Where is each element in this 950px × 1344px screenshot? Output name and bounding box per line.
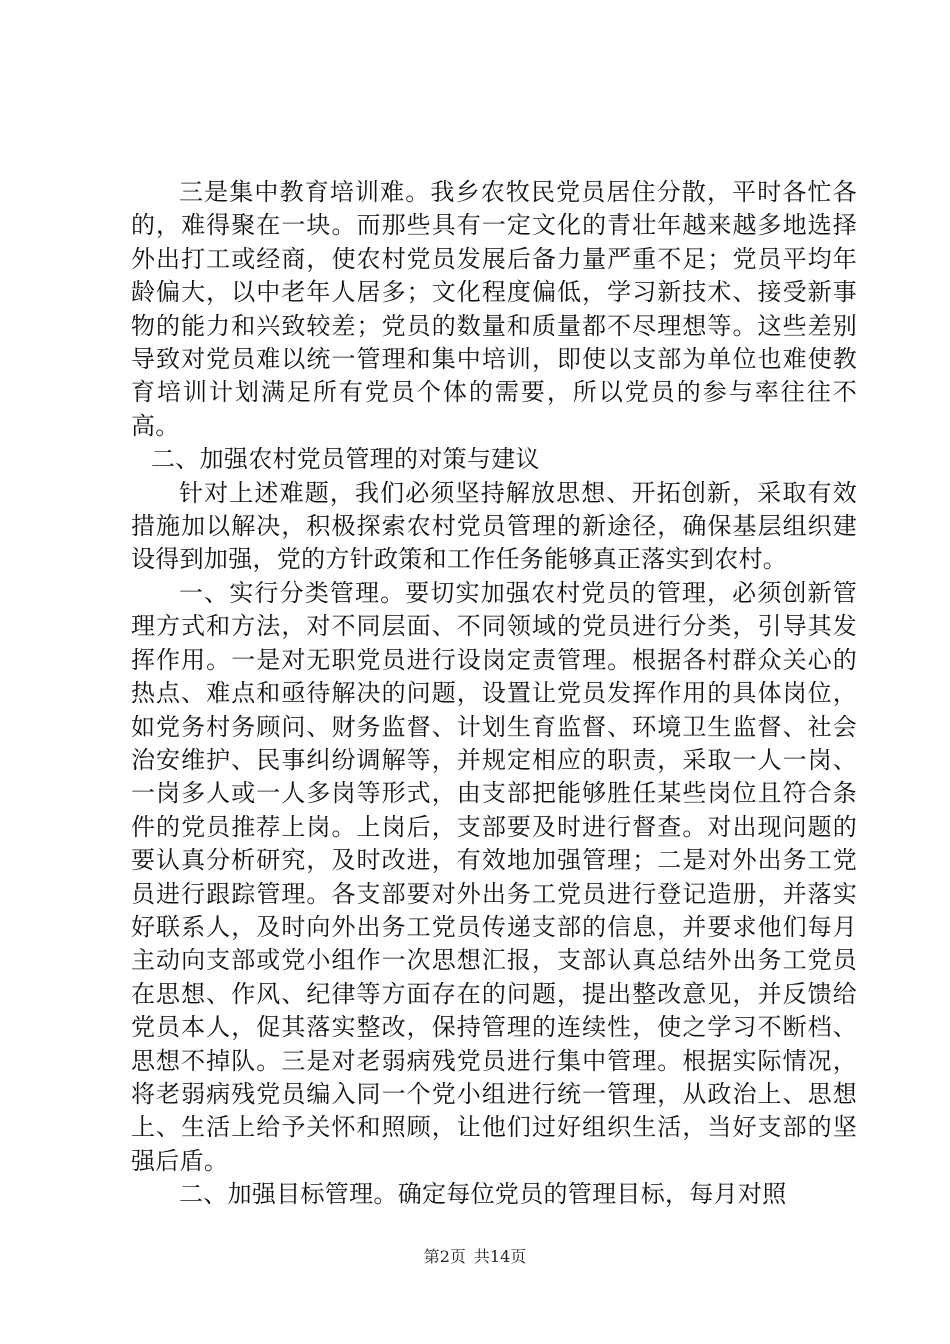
page-footer	[0, 1244, 950, 1267]
paragraph-response-intro: 针对上述难题，我们必须坚持解放思想、开拓创新，采取有效措施加以解决，积极探索农村党员管理的新途径，确保基层组织建设得到加强，党的方针政策和工作任务能够真正落实到农村。	[131, 478, 857, 574]
page-total: 共14页	[473, 1247, 527, 1266]
section-heading-countermeasures: 二、加强农村党员管理的对策与建议	[151, 445, 540, 474]
page-number: 第2页	[423, 1247, 466, 1266]
paragraph-training-difficulty: 三是集中教育培训难。我乡农牧民党员居住分散，平时各忙各的，难得聚在一块。而那些具有一定文化的青壮年越来越多地选择外出打工或经商，使农村党员发展后备力量严重不足；党员平均年龄偏大，以中老年人居多；文化程度偏低，学习新技术、接受新事物的能力和兴致较差；党员的数量和质量都不尽理想等。这些差别导致对党员难以统一管理和集中培训，即使以支部为单位也难使教育培训计划满足所有党员个体的需要，所以党员的参与率往往不高。	[131, 178, 857, 440]
document-body	[131, 176, 857, 1212]
paragraph-classified-management: 一、实行分类管理。要切实加强农村党员的管理，必须创新管理方式和方法，对不同层面、不同领域的党员进行分类，引导其发挥作用。一是对无职党员进行设岗定责管理。根据各村群众关心的热点、难点和亟待解决的问题，设置让党员发挥作用的具体岗位，如党务村务顾问、财务监督、计划生育监督、环境卫生监督、社会治安维护、民事纠纷调解等，并规定相应的职责，采取一人一岗、一岗多人或一人多岗等形式，由支部把能够胜任某些岗位且符合条件的党员推荐上岗。上岗后，支部要及时进行督查。对出现问题的要认真分析研究，及时改进，有效地加强管理；二是对外出务工党员进行跟踪管理。各支部要对外出务工党员进行登记造册，并落实好联系人，及时向外出务工党员传递支部的信息，并要求他们每月主动向支部或党小组作一次思想汇报，支部认真总结外出务工党员在思想、作风、纪律等方面存在的问题，提出整改意见，并反馈给党员本人，促其落实整改，保持管理的连续性，使之学习不断档、思想不掉队。三是对老弱病残党员进行集中管理。根据实际情况，将老弱病残党员编入同一个党小组进行统一管理，从政治上、思想上、生活上给予关怀和照顾，让他们过好组织生活，当好支部的坚强后盾。	[131, 578, 857, 1175]
paragraph-target-management: 二、加强目标管理。确定每位党员的管理目标，每月对照	[179, 1180, 787, 1209]
